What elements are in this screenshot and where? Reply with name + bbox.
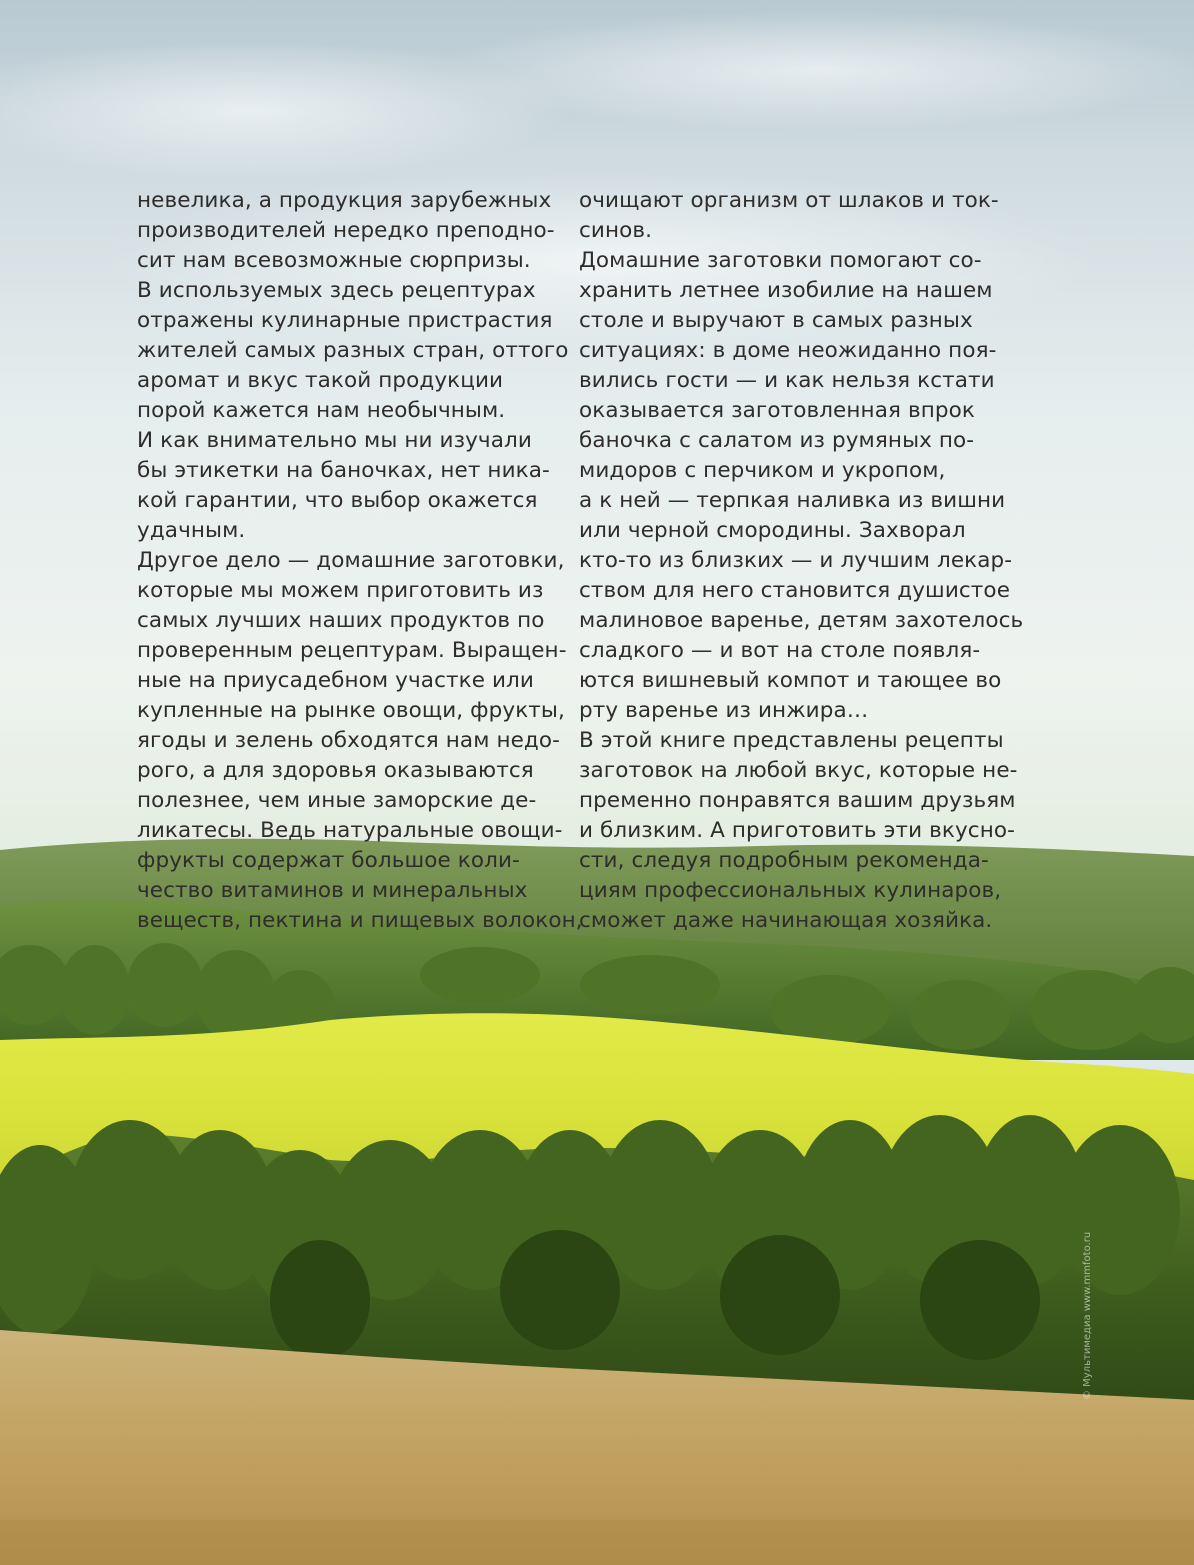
text-line: циям профессиональных кулинаров, — [579, 878, 1002, 903]
text-line: ягоды и зелень обходятся нам недо- — [137, 728, 561, 753]
text-line: Другое дело — домашние заготовки, — [137, 548, 565, 573]
text-line: производителей нередко преподно- — [137, 218, 555, 243]
text-line: удачным. — [137, 518, 246, 543]
text-line: проверенным рецептурам. Выращен- — [137, 638, 567, 663]
text-line: мидоров с перчиком и укропом, — [579, 458, 946, 483]
text-line: И как внимательно мы ни изучали — [137, 428, 532, 453]
text-line: оказывается заготовленная впрок — [579, 398, 975, 423]
text-line: пременно понравятся вашим друзьям — [579, 788, 1016, 813]
text-line: сти, следуя подробным рекоменда- — [579, 848, 989, 873]
text-line: хранить летнее изобилие на нашем — [579, 278, 993, 303]
text-line: сит нам всевозможные сюрпризы. — [137, 248, 531, 273]
paragraph — [137, 426, 583, 546]
text-line: которые мы можем приготовить из — [137, 578, 544, 603]
text-line: или черной смородины. Захворал — [579, 518, 966, 543]
text-line: фрукты содержат большое коли- — [137, 848, 520, 873]
text-line: ситуациях: в доме неожиданно поя- — [579, 338, 997, 363]
text-line: вились гости — и как нельзя кстати — [579, 368, 995, 393]
text-line: ством для него становится душистое — [579, 578, 1011, 603]
text-line: В этой книге представлены рецепты — [579, 728, 1004, 753]
text-line: самых лучших наших продуктов по — [137, 608, 545, 633]
text-line: ные на приусадебном участке или — [137, 668, 534, 693]
text-line: а к ней — терпкая наливка из вишни — [579, 488, 1006, 513]
photo-credit: © Мультимедиа www.mmfoto.ru — [1082, 1231, 1093, 1400]
text-line: кто-то из близких — и лучшим лекар- — [579, 548, 1013, 573]
right-text-column — [579, 186, 1023, 936]
text-line: жителей самых разных стран, оттого — [137, 338, 569, 363]
text-line: кой гарантии, что выбор окажется — [137, 488, 538, 513]
text-line: Домашние заготовки помогают со- — [579, 248, 982, 273]
text-line: невелика, а продукция зарубежных — [137, 188, 552, 213]
text-line: порой кажется нам необычным. — [137, 398, 506, 423]
paragraph — [579, 726, 1023, 936]
text-line: аромат и вкус такой продукции — [137, 368, 504, 393]
paragraph — [137, 546, 583, 936]
paragraph — [137, 186, 583, 276]
text-line: столе и выручают в самых разных — [579, 308, 973, 333]
text-line: малиновое варенье, детям захотелось — [579, 608, 1024, 633]
text-line: баночка с салатом из румяных по- — [579, 428, 975, 453]
paragraph — [579, 246, 1023, 726]
text-line: полезнее, чем иные заморские де- — [137, 788, 537, 813]
text-line: ются вишневый компот и тающее во — [579, 668, 1002, 693]
paragraph — [579, 186, 1023, 246]
left-text-column — [137, 186, 583, 936]
text-line: веществ, пектина и пищевых волокон, — [137, 908, 583, 933]
text-line: чество витаминов и минеральных — [137, 878, 528, 903]
text-line: В используемых здесь рецептурах — [137, 278, 536, 303]
text-line: и близким. А приготовить эти вкусно- — [579, 818, 1015, 843]
text-line: бы этикетки на баночках, нет ника- — [137, 458, 550, 483]
text-line: отражены кулинарные пристрастия — [137, 308, 553, 333]
text-line: заготовок на любой вкус, которые не- — [579, 758, 1018, 783]
text-line: очищают организм от шлаков и ток- — [579, 188, 999, 213]
text-line: синов. — [579, 218, 653, 243]
text-line: сможет даже начинающая хозяйка. — [579, 908, 993, 933]
text-line: рого, а для здоровья оказываются — [137, 758, 534, 783]
text-line: ликатесы. Ведь натуральные овощи- — [137, 818, 563, 843]
text-line: сладкого — и вот на столе появля- — [579, 638, 981, 663]
paragraph — [137, 276, 583, 426]
text-line: рту варенье из инжира… — [579, 698, 869, 723]
text-line: купленные на рынке овощи, фрукты, — [137, 698, 565, 723]
